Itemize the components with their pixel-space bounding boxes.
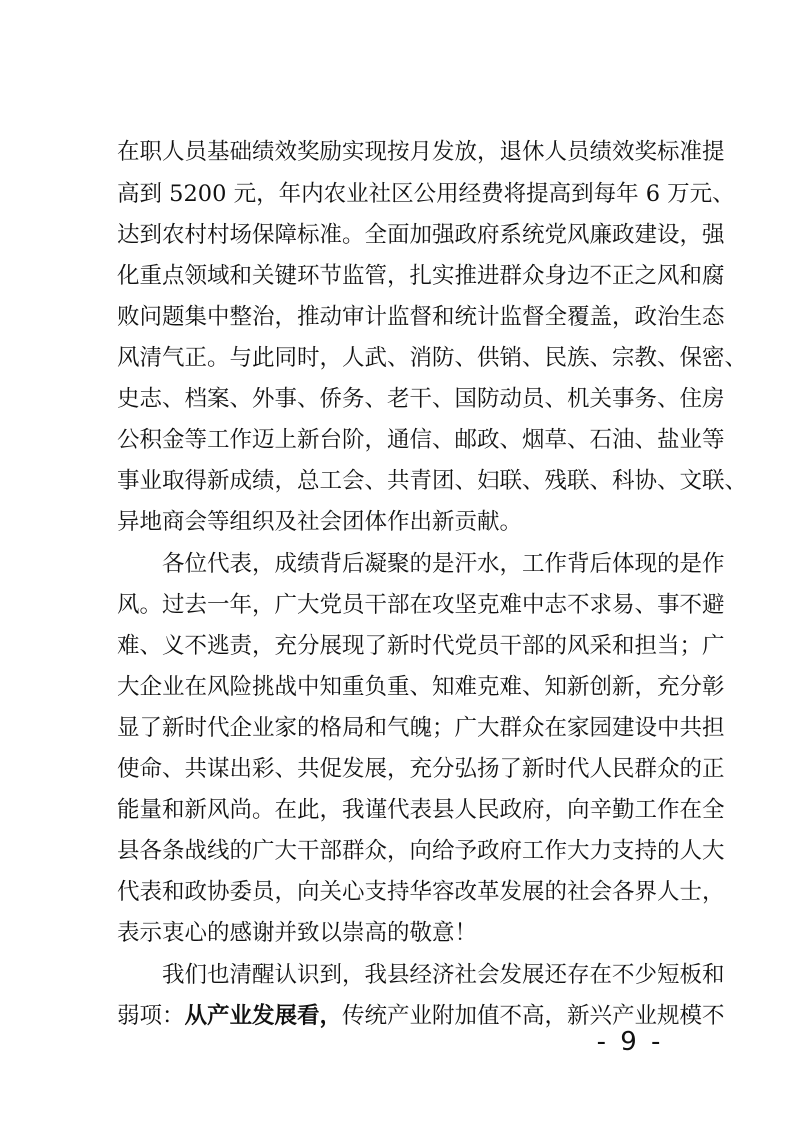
- paragraph-line: 异地商会等组织及社会团体作出新贡献。: [117, 509, 523, 535]
- paragraph-line: 我们也清醒认识到，我县经济社会发展还存在不少短板和: [162, 962, 725, 988]
- emphasis-heading: 从产业发展看，: [184, 1003, 343, 1029]
- paragraph-line: 县各条战线的广大干部群众，向给予政府工作大力支持的人大: [117, 838, 725, 864]
- paragraph-line: 高到 5200 元，年内农业社区公用经费将提高到每年 6 万元、: [117, 181, 735, 207]
- paragraph-line: 使命、共谋出彩、共促发展，充分弘扬了新时代人民群众的正: [117, 756, 725, 782]
- paragraph-line: 各位代表，成绩背后凝聚的是汗水，工作背后体现的是作: [162, 551, 725, 577]
- page-number: - 9 -: [596, 1027, 664, 1057]
- paragraph-line: 大企业在风险挑战中知重负重、知难克难、知新创新，充分彰: [117, 674, 725, 700]
- paragraph-line: 在职人员基础绩效奖励实现按月发放，退休人员绩效奖标准提: [117, 139, 725, 165]
- paragraph-line: 能量和新风尚。在此，我谨代表县人民政府，向辛勤工作在全: [117, 797, 725, 823]
- paragraph-line: 表示衷心的感谢并致以崇高的敬意！: [117, 920, 478, 946]
- paragraph-line: 达到农村村场保障标准。全面加强政府系统党风廉政建设，强: [117, 222, 725, 248]
- paragraph-line: 显了新时代企业家的格局和气魄；广大群众在家园建设中共担: [117, 715, 725, 741]
- paragraph-line: 公积金等工作迈上新台阶，通信、邮政、烟草、石油、盐业等: [117, 427, 725, 453]
- paragraph-line: 败问题集中整治，推动审计监督和统计监督全覆盖，政治生态: [117, 304, 725, 330]
- paragraph-text: 弱项：: [117, 1003, 185, 1029]
- paragraph-line: 风。过去一年，广大党员干部在攻坚克难中志不求易、事不避: [117, 592, 725, 618]
- paragraph-text: 传统产业附加值不高，新兴产业规模不: [342, 1003, 725, 1029]
- paragraph-line: 代表和政协委员，向关心支持华容改革发展的社会各界人士，: [117, 879, 725, 905]
- paragraph-line: 化重点领域和关键环节监管，扎实推进群众身边不正之风和腐: [117, 263, 725, 289]
- paragraph-line: 事业取得新成绩，总工会、共青团、妇联、残联、科协、文联、: [117, 468, 748, 494]
- paragraph-line: 难、义不逃责，充分展现了新时代党员干部的风采和担当；广: [117, 633, 725, 659]
- paragraph-line: 史志、档案、外事、侨务、老干、国防动员、机关事务、住房: [117, 386, 725, 412]
- paragraph-line: 风清气正。与此同时，人武、消防、供销、民族、宗教、保密、: [117, 345, 748, 371]
